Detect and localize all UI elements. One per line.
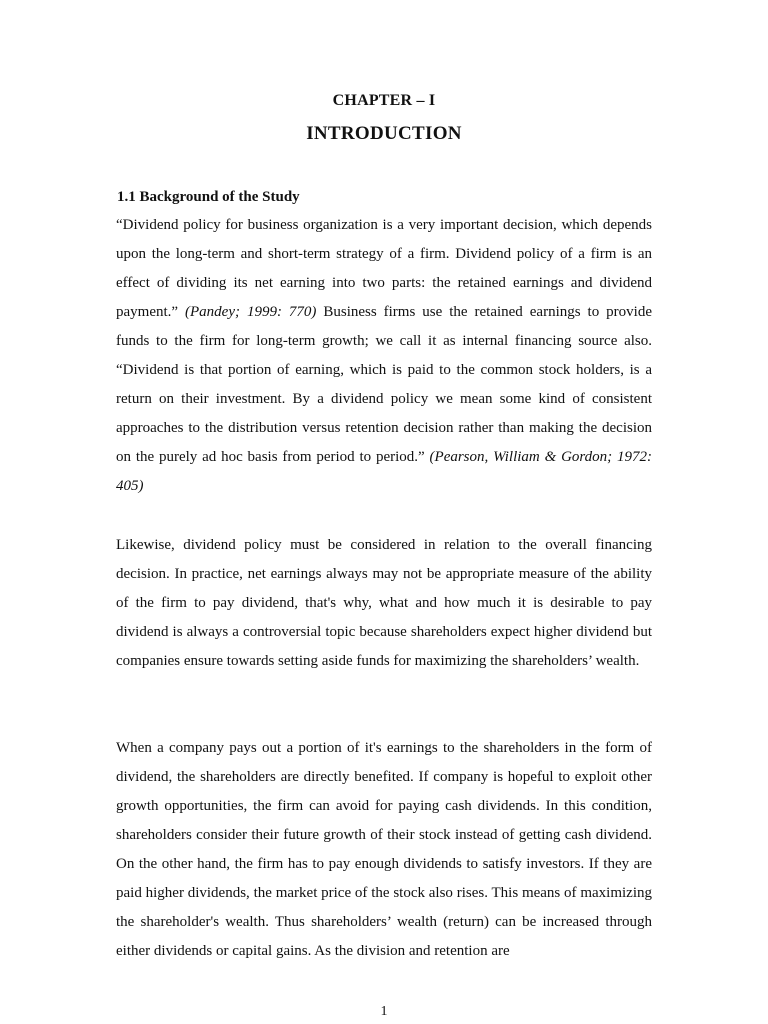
section-heading: 1.1 Background of the Study (117, 189, 300, 205)
paragraph-text: Business firms use the retained earnings to provide funds to the firm for long-term growth; we call it as internal financing source also. “Dividend is that portion of earning, which is paid to the common stock holders, is a return on their investment. By a dividend policy we mean some kind of consistent approaches to the distribution versus retention decision rather than making the decision on the purely ad hoc basis from period to period.” (116, 304, 652, 465)
paragraph-text: “Dividend policy for business organization is a very important decision, which depends upon the long-term and short-term strategy of a firm. Dividend policy of a firm is an effect of dividing its net earning into two parts: the retained earnings and dividend payment.” (116, 217, 652, 320)
citation-pandey: (Pandey; 1999: 770) (185, 304, 317, 320)
paragraph-background-1 (116, 211, 652, 501)
citation-pearson: (Pearson, William & Gordon; 1972: 405) (116, 449, 652, 494)
paragraph-background-2: Likewise, dividend policy must be considered in relation to the overall financing decision. In practice, net earnings always may not be appropriate measure of the ability of the firm to pay dividend, that's why, what and how much it is desirable to pay dividend is always a controversial topic because shareholders expect higher dividend but companies ensure towards setting aside funds for maximizing the shareholders’ wealth. (116, 537, 652, 669)
chapter-title: INTRODUCTION (306, 123, 462, 144)
paragraph-background-3: When a company pays out a portion of it's earnings to the shareholders in the form of dividend, the shareholders are directly benefited. If company is hopeful to exploit other growth opportunities, the firm can avoid for paying cash dividends. In this condition, shareholders consider their future growth of their stock instead of getting cash dividend. On the other hand, the firm has to pay enough dividends to satisfy investors. If they are paid higher dividends, the market price of the stock also rises. This means of maximizing the shareholder's wealth. Thus shareholders’ wealth (return) can be increased through either dividends or capital gains. As the division and retention are (116, 740, 652, 959)
chapter-label: CHAPTER – I (332, 92, 436, 109)
page-number: 1 (380, 1004, 388, 1019)
